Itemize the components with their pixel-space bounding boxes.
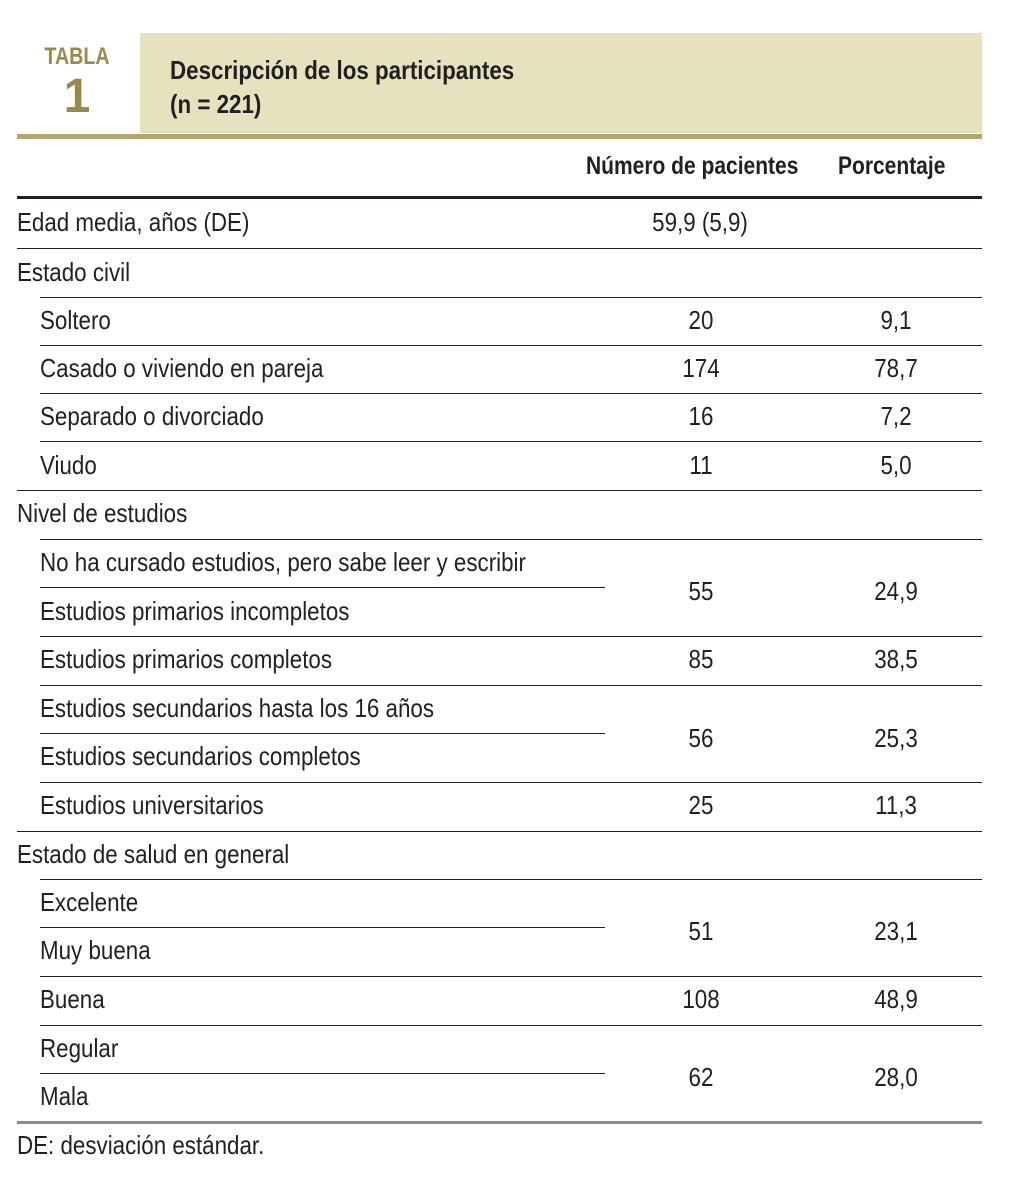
row-label: Buena [40, 984, 105, 1014]
row-n: 11 [689, 450, 713, 480]
row-pct: 48,9 [874, 984, 918, 1014]
divider [17, 248, 982, 249]
row-pct: 25,3 [874, 723, 918, 753]
divider [40, 441, 982, 442]
row-label: Separado o divorciado [40, 401, 264, 431]
row-label: Regular [40, 1033, 119, 1063]
row-pct: 24,9 [874, 576, 918, 606]
row-pct: 9,1 [880, 305, 912, 335]
divider [40, 1025, 982, 1026]
divider [40, 393, 982, 394]
table-number: 1 [63, 70, 91, 123]
row-n: 85 [688, 644, 714, 674]
row-n: 62 [688, 1062, 714, 1092]
table-title: Descripción de los participantes [170, 55, 515, 85]
row-pct: 78,7 [874, 353, 918, 383]
table-label-text: TABLA [44, 43, 110, 70]
divider [40, 927, 605, 928]
table-sample-size: (n = 221) [170, 89, 262, 119]
divider [40, 782, 982, 783]
divider [40, 539, 982, 540]
divider [40, 636, 982, 637]
table-title-box [140, 33, 982, 133]
row-label: Muy buena [40, 935, 151, 965]
table-label [17, 33, 137, 131]
divider [40, 1073, 605, 1074]
header-rule [17, 196, 982, 199]
row-label: No ha cursado estudios, pero sabe leer y escribir [40, 547, 526, 577]
row-label: Soltero [40, 305, 111, 335]
row-pct: 11,3 [875, 790, 917, 820]
divider [40, 879, 982, 880]
row-label: Estudios secundarios completos [40, 741, 361, 771]
row-label: Estudios universitarios [40, 790, 264, 820]
divider [40, 976, 982, 977]
table-footnote: DE: desviación estándar. [17, 1130, 265, 1160]
row-label: Viudo [40, 450, 97, 480]
row-pct: 38,5 [874, 644, 918, 674]
table-bottom-rule [17, 1121, 982, 1124]
row-n: 51 [688, 916, 714, 946]
divider [40, 587, 605, 588]
row-n: 174 [682, 353, 720, 383]
row-label: Casado o viviendo en pareja [40, 353, 324, 383]
row-label: Estudios primarios completos [40, 644, 333, 674]
row-pct: 28,0 [874, 1062, 918, 1092]
row-edad-label: Edad media, años (DE) [17, 207, 250, 237]
row-label: Mala [40, 1081, 89, 1111]
row-n: 55 [688, 576, 714, 606]
divider [40, 685, 982, 686]
row-label: Excelente [40, 887, 139, 917]
section-estado-salud: Estado de salud en general [17, 839, 290, 869]
section-estado-civil: Estado civil [17, 257, 131, 287]
row-label: Estudios secundarios hasta los 16 años [40, 693, 435, 723]
divider [17, 831, 982, 832]
row-n: 16 [688, 401, 714, 431]
row-n: 56 [688, 723, 714, 753]
col-header-numero: Número de pacientes [586, 152, 799, 180]
divider [40, 297, 982, 298]
col-header-porcentaje: Porcentaje [838, 152, 946, 180]
row-edad-value: 59,9 (5,9) [652, 207, 748, 237]
row-pct: 5,0 [880, 450, 912, 480]
divider [40, 345, 982, 346]
section-nivel-estudios: Nivel de estudios [17, 498, 188, 528]
row-label: Estudios primarios incompletos [40, 596, 350, 626]
divider [17, 490, 982, 491]
row-n: 20 [688, 305, 714, 335]
divider [40, 733, 605, 734]
row-n: 108 [682, 984, 720, 1014]
row-n: 25 [688, 790, 714, 820]
title-rule [17, 134, 982, 139]
row-pct: 7,2 [880, 401, 912, 431]
row-pct: 23,1 [874, 916, 918, 946]
